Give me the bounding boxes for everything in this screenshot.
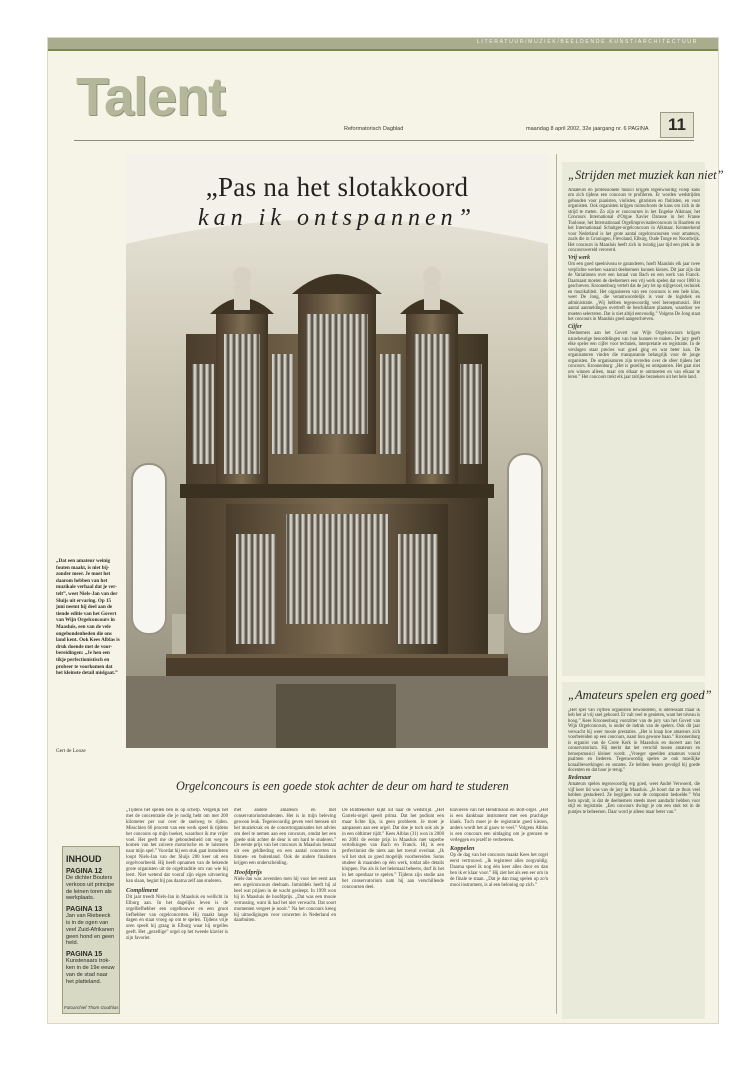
article-column-2 xyxy=(234,808,336,1013)
sidebar-1-subhead: Vrij werk xyxy=(568,255,591,262)
sidebar-1-paragraph: De organisatoren zijn tevreden over de sfeer tijdens het concours. Kroonenburg: „Het is gezellig en ontspannen. Het gaat niet om winnen alleen, maar om elkaar te ontmoeten en van elkaar te leren.” Het concours trekt elk jaar talrijke bezoekers uit het hele land. xyxy=(568,358,700,381)
article-column-1 xyxy=(126,808,228,1013)
top-band xyxy=(48,38,718,49)
column-4-subhead: Koppelen xyxy=(450,845,475,853)
sidebar-article-2 xyxy=(562,682,712,1019)
headline-line-1: „Pas na het slotakkoord xyxy=(205,172,469,202)
newspaper-page xyxy=(48,38,724,1023)
top-band-text: LITERATUUR/MUZIEK/BEELDENDE KUNST/ARCHITECTUUR xyxy=(476,39,698,45)
sidebar-2-title: „Amateurs spelen erg goed” xyxy=(568,688,712,702)
sidebar-1-paragraph: Deelnemers aan het Govert van Wijn Orgelconcours krijgen nauwkeurige beoordelingen van hun kunnen te maken. De jury geeft elke speler een cijfer voor techniek, interpretatie en registratie. In de verslagen staat precies wat goed ging en wat beter kan. De organisatoren vinden die transparantie belangrijk voor de jonge organisten. xyxy=(568,331,700,364)
column-3-text: De Bildtekerker kijkt uit naar de wedstrijd. „Het Garrels-orgel speelt prima. Dat het podium een maar lichte lijn, is geen probleem. Je moet je aanpassen aan een orgel. Dat doe je toch ook als je in een oldtimer rijdt.” Kees Alblas (31) won in 2000 en 2001 de eerste prijs in Maasluis met superbe vertolkingen van Bach en Franck. Hij is een perfectionist die niets aan het toeval overlaat. xyxy=(342,808,444,855)
column-2-text-2: Niels-Jan was zeventien toen hij voor het eerst aan een orgelconcours deelnam. Inmiddels heeft hij al heel wat prijzen in de wacht gesleept. In 1999 won hij in Maasluis de hoofdprijs. „Dat was een mooie verrassing, want ik had het niet verwacht. Dat soort momenten vergeet je nooit.” Na het concours kreeg hij uitnodigingen voor concerten in Nederland en daarbuiten. xyxy=(234,877,336,924)
section-title: Talent xyxy=(76,67,226,127)
column-4-text: klavieren van het Hendrikson en Bolt-orgel. „Het is een dankbaar instrument met een prachtige klank. Toch moet je de registratie goed kiezen, anders wordt het al gauw te veel.” Volgens Alblas is een concours een uitdaging om je grenzen te verleggen en jezelf te verbeteren. xyxy=(450,808,548,843)
contents-item-desc: De dichter Bouters verkoos uit principe de leinen toren als werkplaats. xyxy=(66,875,115,902)
headline xyxy=(126,172,548,232)
contents-item-desc: Jan van Riebeeck is in de ogen van veel Zuid-Afrikanen geen hond en geen held. xyxy=(66,913,115,947)
column-2-text: met andere amateurs en met conservatoriumstudenten. Het is in mijn beleving gewoon leuk. Tegenwoordig geven veel mensen uit het muziekvak en de concertorganisaties het advies om deel te nemen aan een concours, omdat het een goede stok achter de deur is om hard te studeren.” De eerste prijs van het concours in Maasluis bestaat uit een geldbedrag en een aantal concerten in binnen- en buitenland. Ook de andere finalisten krijgen een onderscheiding. xyxy=(234,808,336,867)
sidebar-1-subhead: Cijfer xyxy=(568,324,582,331)
photo-caption: Orgelconcours is een goede stok achter de deur om hard te studeren xyxy=(176,779,509,793)
sidebar-1-body xyxy=(568,188,700,672)
article-column-4 xyxy=(450,808,548,1013)
sidebar-2-body xyxy=(568,708,700,1014)
page-number: 11 xyxy=(660,112,694,138)
sidebar-1-paragraph: Kenmerkend voor Nederland is het grote aantal orgelconcoursen voor amateurs, zoals die in Groningen, Flevoland, Elburg, Oude Tonge en Noordwijk. Het concours in Maasluis heeft zich in twintig jaar tijd een plek in de concourswereld veroverd. xyxy=(568,226,700,253)
column-2-subhead: Hoofdprijs xyxy=(234,869,262,877)
pull-quote: „Dat een amateur weinig fouten maakt, is niet bij- zonder meer. Je moet het daarom hebben van het muzikale verhaal dat je ver- telt”, weet Niels-Jan van der Sluijs uit ervaring. Op 15 juni neemt hij deel aan de tiende editie van het Govert van Wijn Orgelconcours in Maasluis, een van de vele ongebondenheden die ons land kent. Ook Kees Alblas is druk doende met de voor- bereidingen: „Je hen een tikje perfectionistisch en probeer te voorkomen dat het kleinste detail mislgaat.” xyxy=(56,558,120,677)
column-1-text: „Tijdens het spelen ben ik op scherp. Vergelijk het met de concentratie die je nodig hebt om met 200 kilometer per uur over de snelweg te rijden. Misschien 66 procent van een werk speel ik tijdens het concours op mijn boeket, waardoor ik me vrijer voel. Het geeft me de gebondenheid om weg te komen van het zuivere motorische en te luisteren naar mijn spel.” Voordat hij een stuk gaat instuderen loopt Niels-Jan van der Sluijs 200 keer uit een orgelvoorbeeld. Hij heeft opnamen van de bekende grote organisten uit de orgeltraditie om van wie hij leert. Niet wetend dat vooraf zijn eigen uitvoering kan slaan, begint hij pas daarna zelf aan studeren. xyxy=(126,808,228,884)
sidebar-2-subhead: Redenaar xyxy=(568,775,592,782)
organ-photo xyxy=(126,154,548,748)
paper-name: Reformatorisch Dagblad xyxy=(344,126,404,132)
sidebar-1-paragraph: Het organiseren van een concours is een hele klus, weet De Jong, die verantwoordelijk is voor de logistiek en administratie. „Wij hebben tegenwoordig veel beroepsmusici. Het aantal aanmeldingen overtreft de beschikbare plaatsen, waardoor we moeten selecteren. Dat is niet altijd eenvoudig.” Volgens De Jong staat het concours in Maasluis goed aangeschreven. xyxy=(568,289,700,322)
sidebar-2-paragraph: Kroonenburg is organist van de Grote Kerk in Maassluis en doceert aan het conservatorium. Hij merkt dat het verschil tussen amateurs en beroepsmusici kleiner wordt. „Vroeger speelden amateurs vooral psalmen en liederen. Tegenwoordig spelen ze ook moeilijke koraalbewerkingen en sonates. Ze hebben lessen gevolgd bij goede docenten en dat hoor je terug.” xyxy=(568,735,700,773)
header-rule xyxy=(74,140,694,141)
top-rule xyxy=(48,49,718,51)
headline-line-2: kan ik ontspannen” xyxy=(198,205,476,231)
sidebar-2-paragraph: Amateurs spelen tegenwoordig erg goed, weet André Verwoerd, die vijf keer lid was van de jury in Maasluis. „Je hoort dat ze thuis veel hebben gestudeerd. Ze begrijpen wat de componist bedoelde.” Wat hem opvalt, is dat de deelnemers steeds meer aandacht hebben voor stijl en registratie. „Een concours dwingt je om een stuk tot in de puntjes te beheersen. Daar word je alleen maar beter van.” xyxy=(568,782,700,815)
contents-item-desc: Kunstenaars trok- ken in de 19e eeuw van de stad naar het platteland. xyxy=(66,958,115,985)
organ-illustration xyxy=(126,154,548,748)
date-line: maandag 8 april 2002, 32e jaargang nr. 6 PAGINA xyxy=(526,126,649,132)
column-1-subhead: Compliment xyxy=(126,886,158,894)
contents-item-page[interactable]: PAGINA 15 xyxy=(66,951,103,959)
sidebar-1-paragraph: Om een goed speelniveau te garanderen, hoeft Maasluis elk jaar twee verplichte werken waaruit deelnemers kunnen kiezen. Dit jaar zijn dat de Variationen over een koraal van Bach en een werk van Franck. Daarnaast moeten de deelnemers een vrij werk spelen dat voor 1800 is geschreven. Kroonenburg vertelt dat de jury let op stijlgevoel, techniek en muzikaliteit. xyxy=(568,262,700,295)
column-3-text-2: „Ik wil het stuk zo goed mogelijk voorbereiden. Soms studeer ik maanden op één werk, totdat alle details kloppen. Pas als ik het helemaal beheers, durf ik het in het openbaar te spelen.” Tijdens zijn studie aan het conservatorium nam hij aan verschillende concoursen deel. xyxy=(342,849,444,890)
sidebar-2-paragraph: „Het spel van vijftien organisten bewonderen, is interessant maar ik heb het al vrij snel gehoord. Er valt veel te genieten, want het niveau is hoog.” Kees Kroonenburg voorzitter van de jury van het Govert van Wijn Orgelconcours, is onder de indruk van de spelers. Ook dit jaar verwacht hij weer mooie prestaties. „Het is knap hoe amateurs zich voorbereiden op een concours, naast hun gewone baan.” xyxy=(568,708,700,741)
contents-title: INHOUD xyxy=(66,854,102,864)
contents-item-page[interactable]: PAGINA 13 xyxy=(66,906,103,914)
sidebar-1-title: „Strijden met muziek kan niet” xyxy=(568,168,724,182)
contents-item-page[interactable]: PAGINA 12 xyxy=(66,868,103,875)
column-4-text-2: Op de dag van het concours maakt Kees het orgel eerst vertrouwd. „Ik registreer alles zorgvuldig. Daarna speel ik nog één keer alles door en dan ben ik er klaar voor.” Hij ziet het als een eer om in de finale te staan. „Dat je dan mag spelen op zo'n mooi instrument, is al een beloning op zich.” xyxy=(450,853,548,888)
sidebar-1-paragraph: Amateurs en professionele musici krijgen tegenwoordig volop kans om zich tijdens een concours te profileren. Er worden wedstrijden gehouden voor pianisten, violisten, gitaristen en fluitisten, en voor organisten. Ook organisten krijgen ruimschoots de kans om zich in de strijd te meten. Zo zijn er concoursen in het Engelse Alkmaar, het Concours International d'Orgue Xavier Darasse in het Franse Toulouse, het Internationaal Orgelimprovisatieconcours in Haarlem en het Internationaal Schnitger-orgelconcours in Alkmaar. xyxy=(568,188,700,232)
pull-quote-author: Gert de Looze xyxy=(56,748,86,754)
column-1-text-2: Dit jaar treedt Niels-Jan in Maasluis en wellicht in Elburg aan. In het dagelijks leven is de orgelliefhebber een orgelbouwer en een groot liefhebber van orgelconcerten. Hij maakt lange dagen en staat vroeg op om te spelen. Tijdens vrije uren speelt hij graag in Elburg waar hij orgelles geeft. Het „gezellige” orgel op het tweede klavier is zijn favoriet. xyxy=(126,894,228,942)
photo-credit: Fotoarchief Thom Gouthlas xyxy=(64,1005,119,1010)
sidebar-article-1 xyxy=(562,162,724,676)
article-column-3 xyxy=(342,808,444,1013)
column-divider xyxy=(556,154,557,1014)
contents-box xyxy=(62,846,120,1014)
